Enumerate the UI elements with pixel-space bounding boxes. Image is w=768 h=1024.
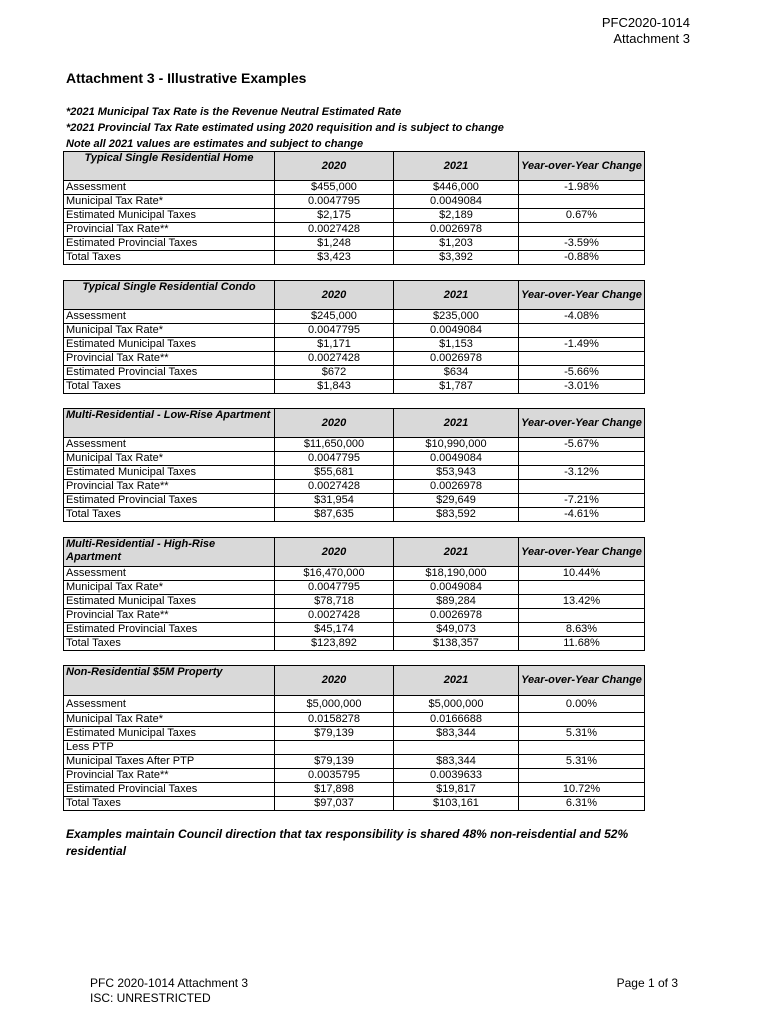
table-row	[64, 581, 645, 595]
cell-2020: $79,139	[275, 755, 394, 769]
cell-2020: 0.0035795	[275, 769, 394, 783]
cell-change: -3.59%	[519, 237, 645, 251]
cell-2020: $3,423	[275, 251, 394, 265]
cell-change	[519, 223, 645, 237]
cell-2020: $45,174	[275, 623, 394, 637]
cell-2020: $97,037	[275, 797, 394, 811]
table-row	[64, 195, 645, 209]
reference-number: PFC2020-1014	[601, 15, 690, 30]
cell-2020: $2,175	[275, 209, 394, 223]
row-label: Assessment	[64, 181, 275, 195]
table-row	[64, 480, 645, 494]
cell-2020: $672	[275, 366, 394, 380]
footer-classification: ISC: UNRESTRICTED	[90, 991, 211, 1005]
row-label: Provincial Tax Rate**	[64, 352, 275, 366]
row-label: Assessment	[64, 438, 275, 452]
table-row	[64, 623, 645, 637]
row-label: Estimated Provincial Taxes	[64, 494, 275, 508]
cell-2020: $455,000	[275, 181, 394, 195]
cell-2020: 0.0027428	[275, 480, 394, 494]
table-row	[64, 452, 645, 466]
cell-2021: $1,203	[394, 237, 519, 251]
col-change: Year-over-Year Change	[519, 152, 645, 181]
row-label: Provincial Tax Rate**	[64, 223, 275, 237]
table-row	[64, 567, 645, 581]
cell-2020: 0.0047795	[275, 452, 394, 466]
note-line: *2021 Provincial Tax Rate estimated using 2020 requisition and is subject to change	[66, 122, 504, 134]
cell-2020: $87,635	[275, 508, 394, 522]
document-reference	[602, 15, 690, 47]
cell-2021: 0.0166688	[394, 713, 519, 727]
cell-2021: $138,357	[394, 637, 519, 651]
cell-change	[519, 741, 645, 755]
cell-2020	[275, 741, 394, 755]
page-number: Page 1 of 3	[616, 976, 678, 990]
cell-2021: $235,000	[394, 310, 519, 324]
table-row	[64, 223, 645, 237]
table-row	[64, 727, 645, 741]
col-change: Year-over-Year Change	[519, 409, 645, 438]
row-label: Estimated Municipal Taxes	[64, 595, 275, 609]
table-label: Typical Single Residential Condo	[64, 281, 275, 310]
cell-change: 8.63%	[519, 623, 645, 637]
cell-2020: 0.0047795	[275, 324, 394, 338]
cell-2021: 0.0039633	[394, 769, 519, 783]
cell-2021: 0.0026978	[394, 352, 519, 366]
cell-change	[519, 195, 645, 209]
cell-change	[519, 609, 645, 623]
table-row	[64, 595, 645, 609]
cell-2021: $5,000,000	[394, 696, 519, 713]
cell-change: 0.00%	[519, 696, 645, 713]
row-label: Total Taxes	[64, 637, 275, 651]
row-label: Provincial Tax Rate**	[64, 609, 275, 623]
cell-change: -5.66%	[519, 366, 645, 380]
cell-change: 13.42%	[519, 595, 645, 609]
row-label: Municipal Tax Rate*	[64, 713, 275, 727]
cell-2021: $10,990,000	[394, 438, 519, 452]
col-2020: 2020	[275, 152, 394, 181]
cell-2021: $53,943	[394, 466, 519, 480]
row-label: Provincial Tax Rate**	[64, 769, 275, 783]
table-label: Typical Single Residential Home	[64, 152, 275, 181]
cell-2021: $83,344	[394, 755, 519, 769]
cell-2021: 0.0026978	[394, 223, 519, 237]
row-label: Municipal Taxes After PTP	[64, 755, 275, 769]
cell-2021: $83,344	[394, 727, 519, 741]
cell-2020: $17,898	[275, 783, 394, 797]
table-row	[64, 637, 645, 651]
table-row	[64, 237, 645, 251]
row-label: Estimated Municipal Taxes	[64, 727, 275, 741]
cell-2020: $16,470,000	[275, 567, 394, 581]
row-label: Assessment	[64, 310, 275, 324]
row-label: Municipal Tax Rate*	[64, 195, 275, 209]
cell-2021: $2,189	[394, 209, 519, 223]
table-row	[64, 324, 645, 338]
table-row	[64, 508, 645, 522]
table-row	[64, 352, 645, 366]
cell-2021: $3,392	[394, 251, 519, 265]
cell-2021: $103,161	[394, 797, 519, 811]
row-label: Total Taxes	[64, 797, 275, 811]
cell-2021: $49,073	[394, 623, 519, 637]
col-2020: 2020	[275, 538, 394, 567]
cell-change: -1.98%	[519, 181, 645, 195]
row-label: Estimated Provincial Taxes	[64, 237, 275, 251]
table-row	[64, 466, 645, 480]
col-2021: 2021	[394, 152, 519, 181]
row-label: Estimated Provincial Taxes	[64, 366, 275, 380]
table-row	[64, 438, 645, 452]
col-2021: 2021	[394, 281, 519, 310]
cell-2021: 0.0049084	[394, 581, 519, 595]
cell-change	[519, 452, 645, 466]
col-2021: 2021	[394, 666, 519, 696]
table-row	[64, 251, 645, 265]
cell-2021: 0.0049084	[394, 452, 519, 466]
col-2021: 2021	[394, 538, 519, 567]
cell-2021: 0.0026978	[394, 480, 519, 494]
tax-table-single-home	[63, 151, 645, 265]
row-label: Total Taxes	[64, 380, 275, 394]
cell-change: -3.01%	[519, 380, 645, 394]
table-row	[64, 741, 645, 755]
cell-2020: $1,171	[275, 338, 394, 352]
row-label: Estimated Provincial Taxes	[64, 783, 275, 797]
col-2020: 2020	[275, 409, 394, 438]
cell-change: 10.72%	[519, 783, 645, 797]
table-row	[64, 181, 645, 195]
table-row	[64, 380, 645, 394]
cell-2020: 0.0027428	[275, 609, 394, 623]
cell-2021: 0.0049084	[394, 195, 519, 209]
cell-2021: $446,000	[394, 181, 519, 195]
cell-2020: $245,000	[275, 310, 394, 324]
footer-left	[90, 976, 248, 1006]
tax-table-high-rise	[63, 537, 645, 651]
cell-2020: $1,248	[275, 237, 394, 251]
row-label: Assessment	[64, 696, 275, 713]
table-row	[64, 338, 645, 352]
cell-2021: $18,190,000	[394, 567, 519, 581]
col-2021: 2021	[394, 409, 519, 438]
cell-2020: $123,892	[275, 637, 394, 651]
table-row	[64, 366, 645, 380]
table-row	[64, 609, 645, 623]
row-label: Estimated Municipal Taxes	[64, 209, 275, 223]
cell-change: -4.08%	[519, 310, 645, 324]
cell-change: -7.21%	[519, 494, 645, 508]
cell-2021: $19,817	[394, 783, 519, 797]
attachment-label: Attachment 3	[613, 31, 690, 46]
row-label: Provincial Tax Rate**	[64, 480, 275, 494]
row-label: Estimated Provincial Taxes	[64, 623, 275, 637]
table-row	[64, 696, 645, 713]
cell-2020: $31,954	[275, 494, 394, 508]
row-label: Estimated Municipal Taxes	[64, 338, 275, 352]
row-label: Municipal Tax Rate*	[64, 452, 275, 466]
cell-change: 5.31%	[519, 727, 645, 741]
cell-2021: $29,649	[394, 494, 519, 508]
table-row	[64, 494, 645, 508]
table-row	[64, 797, 645, 811]
row-label: Estimated Municipal Taxes	[64, 466, 275, 480]
col-change: Year-over-Year Change	[519, 538, 645, 567]
table-row	[64, 713, 645, 727]
cell-change: 6.31%	[519, 797, 645, 811]
table-label: Multi-Residential - High-Rise Apartment	[64, 538, 275, 567]
col-change: Year-over-Year Change	[519, 666, 645, 696]
cell-2021: $1,153	[394, 338, 519, 352]
col-change: Year-over-Year Change	[519, 281, 645, 310]
cell-2021: $634	[394, 366, 519, 380]
cell-2020: $5,000,000	[275, 696, 394, 713]
tax-table-non-residential	[63, 665, 645, 811]
table-row	[64, 769, 645, 783]
row-label: Total Taxes	[64, 251, 275, 265]
cell-2021: $83,592	[394, 508, 519, 522]
cell-2021: 0.0049084	[394, 324, 519, 338]
cell-change: 5.31%	[519, 755, 645, 769]
cell-change	[519, 713, 645, 727]
table-row	[64, 209, 645, 223]
notes	[66, 104, 504, 152]
cell-change: 0.67%	[519, 209, 645, 223]
row-label: Municipal Tax Rate*	[64, 581, 275, 595]
tax-table-condo	[63, 280, 645, 394]
cell-2020: $11,650,000	[275, 438, 394, 452]
cell-2020: $79,139	[275, 727, 394, 741]
tax-table-low-rise	[63, 408, 645, 522]
cell-2020: 0.0027428	[275, 223, 394, 237]
row-label: Total Taxes	[64, 508, 275, 522]
table-label: Multi-Residential - Low-Rise Apartment	[64, 409, 275, 438]
cell-change	[519, 581, 645, 595]
cell-change: -5.67%	[519, 438, 645, 452]
cell-2020: 0.0027428	[275, 352, 394, 366]
note-line: *2021 Municipal Tax Rate is the Revenue Neutral Estimated Rate	[66, 106, 402, 118]
page-title: Attachment 3 - Illustrative Examples	[66, 70, 307, 86]
cell-2020: 0.0047795	[275, 195, 394, 209]
cell-2020: $78,718	[275, 595, 394, 609]
cell-2021: 0.0026978	[394, 609, 519, 623]
cell-change: -1.49%	[519, 338, 645, 352]
cell-2021: $1,787	[394, 380, 519, 394]
table-row	[64, 755, 645, 769]
cell-change	[519, 769, 645, 783]
table-label: Non-Residential $5M Property	[64, 666, 275, 696]
note-line: Note all 2021 values are estimates and subject to change	[66, 138, 364, 150]
cell-change: -0.88%	[519, 251, 645, 265]
cell-change	[519, 480, 645, 494]
cell-2020: $55,681	[275, 466, 394, 480]
cell-2021	[394, 741, 519, 755]
table-row	[64, 783, 645, 797]
cell-change	[519, 352, 645, 366]
table-row	[64, 310, 645, 324]
conclusion-note: Examples maintain Council direction that tax responsibility is shared 48% non-reisdential and 52% residential	[66, 827, 629, 858]
col-2020: 2020	[275, 281, 394, 310]
row-label: Municipal Tax Rate*	[64, 324, 275, 338]
col-2020: 2020	[275, 666, 394, 696]
cell-change: 11.68%	[519, 637, 645, 651]
cell-2021: $89,284	[394, 595, 519, 609]
cell-change: -4.61%	[519, 508, 645, 522]
cell-2020: 0.0158278	[275, 713, 394, 727]
cell-2020: $1,843	[275, 380, 394, 394]
cell-change	[519, 324, 645, 338]
cell-change: 10.44%	[519, 567, 645, 581]
footer-reference: PFC 2020-1014 Attachment 3	[90, 976, 249, 990]
row-label: Assessment	[64, 567, 275, 581]
row-label: Less PTP	[64, 741, 275, 755]
cell-2020: 0.0047795	[275, 581, 394, 595]
cell-change: -3.12%	[519, 466, 645, 480]
